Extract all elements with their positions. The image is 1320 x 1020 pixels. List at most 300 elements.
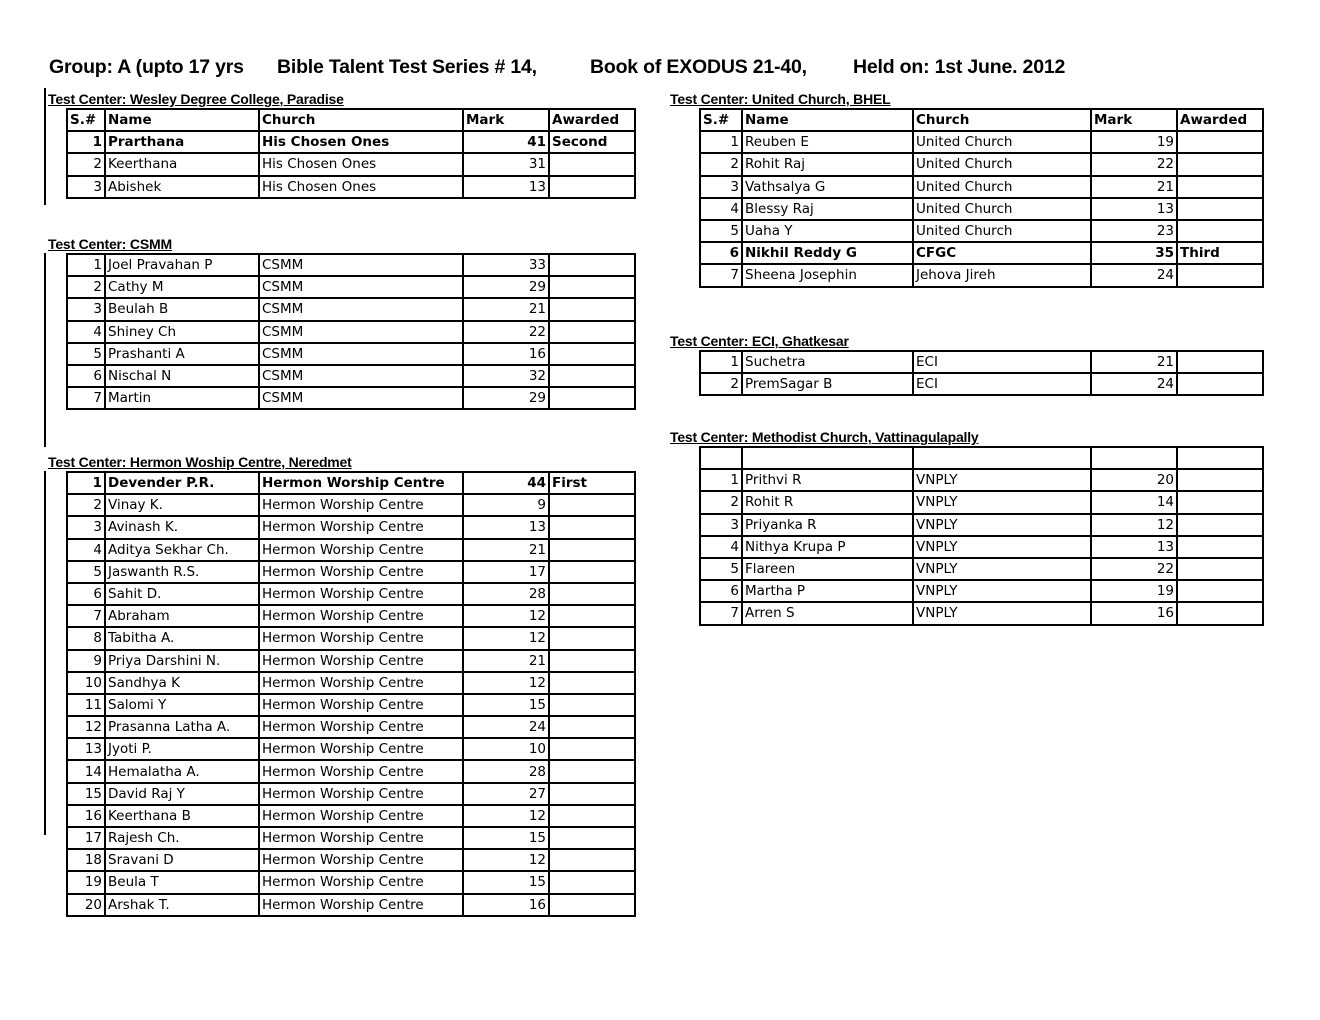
cell-mark: 44 [463,472,549,494]
table-row [67,516,635,538]
cell-awarded [549,627,635,649]
cell-awarded [549,827,635,849]
cell-church: Hermon Worship Centre [259,539,463,561]
cell-mark: 24 [1091,264,1177,286]
cell-church: Hermon Worship Centre [259,605,463,627]
cell-name: Priya Darshini N. [105,650,259,672]
cell-awarded [1177,131,1263,153]
table-row [700,602,1263,624]
cell-church: CSMM [259,365,463,387]
table-row [67,849,635,871]
title-book: Book of EXODUS 21-40, [590,56,807,78]
cell-awarded [549,871,635,893]
cell-name: Joel Pravahan P [105,254,259,276]
cell-awarded [1177,264,1263,286]
cell-name: Tabitha A. [105,627,259,649]
table-row [700,514,1263,536]
cell-name: Reuben E [742,131,913,153]
cell-church: VNPLY [913,469,1091,491]
cell-name: Martin [105,387,259,409]
table-row [700,176,1263,198]
cell-name: Blessy Raj [742,198,913,220]
cell-name: Keerthana B [105,805,259,827]
cell-awarded [549,343,635,365]
cell-serial: 6 [67,365,105,387]
header-name: Name [742,109,913,131]
cell-serial: 3 [67,298,105,320]
cell-church: United Church [913,220,1091,242]
table-row [67,343,635,365]
cell-name: Aditya Sekhar Ch. [105,539,259,561]
cell-awarded [1177,220,1263,242]
cell-mark: 12 [463,805,549,827]
cell-serial: 5 [67,561,105,583]
cell-mark: 16 [1091,602,1177,624]
cell-mark: 15 [463,694,549,716]
table-row [67,539,635,561]
cell-church: Hermon Worship Centre [259,805,463,827]
header-serial: S.# [700,109,742,131]
margin-bar [44,471,46,835]
cell-serial: 8 [67,627,105,649]
cell-name: Arren S [742,602,913,624]
cell-serial: 1 [700,131,742,153]
results-table [66,471,636,917]
cell-church: Hermon Worship Centre [259,827,463,849]
table-row [67,627,635,649]
cell-awarded [1177,536,1263,558]
cell-serial: 5 [700,558,742,580]
cell-mark: 28 [463,583,549,605]
cell-mark: 13 [463,176,549,198]
cell-awarded [549,738,635,760]
cell-church: Hermon Worship Centre [259,738,463,760]
cell-awarded [549,539,635,561]
table-row [67,276,635,298]
cell-awarded [549,650,635,672]
cell-name: Prithvi R [742,469,913,491]
cell-name: Rohit Raj [742,153,913,175]
cell-serial: 17 [67,827,105,849]
cell-serial: 2 [67,276,105,298]
table-row [67,871,635,893]
cell-serial: 4 [700,536,742,558]
cell-awarded [1177,514,1263,536]
table-row [67,254,635,276]
cell-name: Salomi Y [105,694,259,716]
cell-awarded [549,694,635,716]
cell-awarded: First [549,472,635,494]
cell-name: Sahit D. [105,583,259,605]
header-awarded: Awarded [549,109,635,131]
table-row [700,220,1263,242]
table-row [67,561,635,583]
cell-awarded [1177,373,1263,395]
cell-name: Sandhya K [105,672,259,694]
cell-mark: 23 [1091,220,1177,242]
table-row [67,894,635,916]
cell-name: Prarthana [105,131,259,153]
header-mark: Mark [463,109,549,131]
cell-church: Hermon Worship Centre [259,871,463,893]
cell-serial: 5 [67,343,105,365]
test-center-label: Test Center: CSMM [48,236,172,252]
cell-name: David Raj Y [105,783,259,805]
cell-name: Rohit R [742,491,913,513]
cell-awarded [549,153,635,175]
cell-serial: 6 [700,580,742,602]
cell-church: Hermon Worship Centre [259,650,463,672]
cell-serial: 3 [700,514,742,536]
table-row [67,738,635,760]
cell-mark: 41 [463,131,549,153]
cell-awarded [1177,580,1263,602]
cell-church: ECI [913,351,1091,373]
cell-name: Jyoti P. [105,738,259,760]
cell-church: CSMM [259,387,463,409]
table-header-row [67,109,635,131]
cell-serial: 7 [67,387,105,409]
cell-mark: 21 [1091,351,1177,373]
table-row [67,694,635,716]
cell-awarded [1177,153,1263,175]
cell-serial: 14 [67,760,105,782]
cell-church: VNPLY [913,558,1091,580]
header-mark: Mark [1091,109,1177,131]
cell-awarded: Second [549,131,635,153]
cell-church: Hermon Worship Centre [259,694,463,716]
table-row [700,264,1263,286]
table-row [67,672,635,694]
cell-awarded [1177,351,1263,373]
cell-mark: 35 [1091,242,1177,264]
cell-name: Jaswanth R.S. [105,561,259,583]
cell-awarded [549,805,635,827]
cell-awarded [549,321,635,343]
cell-church: Hermon Worship Centre [259,716,463,738]
cell-name: Vinay K. [105,494,259,516]
cell-awarded [549,516,635,538]
table-row [67,760,635,782]
test-center-label: Test Center: Methodist Church, Vattinagulapally [670,429,979,445]
results-table [66,108,636,199]
cell-mark: 22 [1091,558,1177,580]
table-row [67,783,635,805]
cell-name: Prasanna Latha A. [105,716,259,738]
cell-awarded [549,365,635,387]
cell-mark: 24 [463,716,549,738]
cell-serial: 2 [700,373,742,395]
cell-name: Beulah B [105,298,259,320]
cell-mark: 12 [1091,514,1177,536]
cell-name: Flareen [742,558,913,580]
cell-serial: 3 [67,516,105,538]
cell-name: Nikhil Reddy G [742,242,913,264]
cell-name: Keerthana [105,153,259,175]
cell-awarded [549,298,635,320]
cell-name: Sheena Josephin [742,264,913,286]
header-name: Name [105,109,259,131]
cell-serial: 13 [67,738,105,760]
cell-church: VNPLY [913,536,1091,558]
header-church: Church [259,109,463,131]
cell-serial: 1 [700,351,742,373]
cell-mark: 19 [1091,580,1177,602]
table-row [67,494,635,516]
cell-mark: 10 [463,738,549,760]
header-serial [700,447,742,469]
cell-serial: 2 [700,153,742,175]
cell-serial: 7 [700,264,742,286]
cell-awarded [549,276,635,298]
cell-mark: 21 [1091,176,1177,198]
cell-awarded [1177,491,1263,513]
cell-serial: 11 [67,694,105,716]
table-header-row [700,109,1263,131]
cell-awarded [1177,176,1263,198]
cell-name: Avinash K. [105,516,259,538]
table-row [700,153,1263,175]
table-row [67,387,635,409]
margin-bar [44,253,46,447]
cell-name: Beula T [105,871,259,893]
cell-serial: 1 [700,469,742,491]
cell-church: Hermon Worship Centre [259,760,463,782]
title-group: Group: A (upto 17 yrs [49,56,244,78]
table-row [700,536,1263,558]
cell-serial: 1 [67,472,105,494]
cell-awarded [549,783,635,805]
cell-name: Nischal N [105,365,259,387]
cell-name: Hemalatha A. [105,760,259,782]
cell-serial: 3 [67,176,105,198]
title-held: Held on: 1st June. 2012 [853,56,1066,78]
cell-awarded [549,672,635,694]
cell-mark: 16 [463,894,549,916]
table-row [67,321,635,343]
cell-awarded [549,605,635,627]
table-row [67,298,635,320]
cell-name: Cathy M [105,276,259,298]
cell-church: VNPLY [913,602,1091,624]
cell-name: Uaha Y [742,220,913,242]
cell-church: Hermon Worship Centre [259,583,463,605]
cell-mark: 22 [1091,153,1177,175]
cell-serial: 4 [700,198,742,220]
table-row [700,469,1263,491]
table-row [67,583,635,605]
table-row [700,131,1263,153]
cell-church: CSMM [259,276,463,298]
table-header-row [700,447,1263,469]
cell-church: Hermon Worship Centre [259,849,463,871]
cell-church: His Chosen Ones [259,176,463,198]
cell-serial: 2 [67,494,105,516]
cell-church: United Church [913,176,1091,198]
table-row [700,558,1263,580]
cell-name: Shiney Ch [105,321,259,343]
cell-church: His Chosen Ones [259,131,463,153]
cell-awarded: Third [1177,242,1263,264]
table-row [67,472,635,494]
cell-mark: 14 [1091,491,1177,513]
cell-name: Abishek [105,176,259,198]
cell-church: Hermon Worship Centre [259,783,463,805]
cell-mark: 24 [1091,373,1177,395]
cell-church: VNPLY [913,491,1091,513]
cell-mark: 19 [1091,131,1177,153]
cell-mark: 33 [463,254,549,276]
cell-church: Hermon Worship Centre [259,494,463,516]
cell-mark: 12 [463,849,549,871]
cell-mark: 31 [463,153,549,175]
cell-serial: 6 [700,242,742,264]
cell-serial: 18 [67,849,105,871]
cell-church: VNPLY [913,580,1091,602]
cell-awarded [549,894,635,916]
header-name [742,447,913,469]
test-center-label: Test Center: ECI, Ghatkesar [670,333,849,349]
test-center-label: Test Center: United Church, BHEL [670,91,891,107]
cell-name: Devender P.R. [105,472,259,494]
table-row [67,827,635,849]
cell-mark: 27 [463,783,549,805]
cell-awarded [549,849,635,871]
cell-mark: 15 [463,827,549,849]
cell-mark: 9 [463,494,549,516]
cell-awarded [549,760,635,782]
header-awarded [1177,447,1263,469]
cell-church: Hermon Worship Centre [259,516,463,538]
cell-name: Suchetra [742,351,913,373]
cell-awarded [549,176,635,198]
test-center-label: Test Center: Hermon Woship Centre, Neredmet [48,454,352,470]
cell-name: Sravani D [105,849,259,871]
cell-mark: 28 [463,760,549,782]
cell-awarded [549,561,635,583]
table-row [700,242,1263,264]
table-row [67,805,635,827]
cell-church: His Chosen Ones [259,153,463,175]
cell-mark: 12 [463,672,549,694]
cell-name: Martha P [742,580,913,602]
table-row [700,491,1263,513]
title-series: Bible Talent Test Series # 14, [277,56,537,78]
cell-awarded [1177,469,1263,491]
header-church: Church [913,109,1091,131]
cell-mark: 13 [1091,198,1177,220]
cell-mark: 21 [463,539,549,561]
cell-serial: 1 [67,131,105,153]
cell-name: Arshak T. [105,894,259,916]
cell-serial: 6 [67,583,105,605]
cell-awarded [1177,558,1263,580]
cell-church: ECI [913,373,1091,395]
cell-serial: 2 [67,153,105,175]
cell-awarded [1177,198,1263,220]
cell-serial: 19 [67,871,105,893]
header-awarded: Awarded [1177,109,1263,131]
table-row [67,131,635,153]
table-row [700,580,1263,602]
results-table [699,108,1264,288]
cell-mark: 32 [463,365,549,387]
cell-church: CSMM [259,254,463,276]
cell-awarded [549,387,635,409]
cell-mark: 12 [463,627,549,649]
cell-serial: 12 [67,716,105,738]
cell-serial: 7 [700,602,742,624]
cell-mark: 17 [463,561,549,583]
cell-serial: 4 [67,321,105,343]
cell-church: Hermon Worship Centre [259,627,463,649]
cell-church: CSMM [259,321,463,343]
table-row [67,650,635,672]
table-row [67,365,635,387]
cell-church: VNPLY [913,514,1091,536]
cell-serial: 4 [67,539,105,561]
cell-serial: 16 [67,805,105,827]
cell-mark: 29 [463,387,549,409]
cell-name: Priyanka R [742,514,913,536]
header-church [913,447,1091,469]
cell-mark: 15 [463,871,549,893]
cell-awarded [549,583,635,605]
cell-serial: 15 [67,783,105,805]
table-row [700,351,1263,373]
header-serial: S.# [67,109,105,131]
cell-church: Hermon Worship Centre [259,672,463,694]
cell-name: Rajesh Ch. [105,827,259,849]
cell-serial: 1 [67,254,105,276]
cell-mark: 20 [1091,469,1177,491]
cell-awarded [1177,602,1263,624]
cell-mark: 13 [1091,536,1177,558]
cell-mark: 22 [463,321,549,343]
cell-name: Nithya Krupa P [742,536,913,558]
cell-mark: 13 [463,516,549,538]
cell-church: United Church [913,153,1091,175]
cell-church: CSMM [259,298,463,320]
cell-serial: 2 [700,491,742,513]
cell-church: Jehova Jireh [913,264,1091,286]
cell-serial: 20 [67,894,105,916]
table-row [67,153,635,175]
cell-serial: 7 [67,605,105,627]
cell-church: United Church [913,131,1091,153]
cell-serial: 9 [67,650,105,672]
cell-awarded [549,254,635,276]
cell-awarded [549,494,635,516]
cell-mark: 12 [463,605,549,627]
cell-mark: 21 [463,298,549,320]
results-table [66,253,636,410]
table-row [700,198,1263,220]
cell-church: Hermon Worship Centre [259,472,463,494]
cell-name: Vathsalya G [742,176,913,198]
cell-church: CSMM [259,343,463,365]
results-table [699,446,1264,626]
cell-serial: 10 [67,672,105,694]
cell-church: Hermon Worship Centre [259,561,463,583]
cell-mark: 16 [463,343,549,365]
cell-mark: 21 [463,650,549,672]
cell-serial: 3 [700,176,742,198]
cell-awarded [549,716,635,738]
table-row [67,716,635,738]
table-row [67,176,635,198]
cell-name: Prashanti A [105,343,259,365]
